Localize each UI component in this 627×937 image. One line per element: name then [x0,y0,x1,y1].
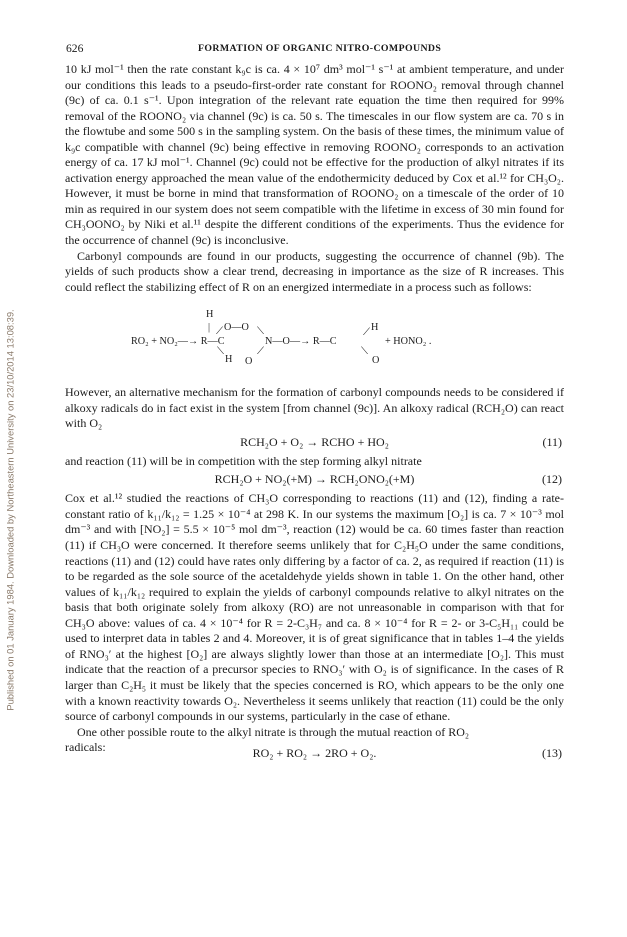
paragraph-5: Cox et al.¹² studied the reactions of CH₃O corresponding to reactions (11) and (12), finding a rate-constant ratio of k₁₁/k₁₂ = 1.25 × 10⁻⁴ at 298 K. In our systems the maximum [O₂] is ca. 7 × 10⁻³ mol dm⁻³ and with [NO₂] = 5.5 × 10⁻⁵ mol dm⁻³, reaction (12) would be ca. 60 times faster than reaction (11) if CH₃O were concerned. It therefore seems unlikely that for C₂H₅O under the same conditions, reactions (11) and (12) could have rates only differing by a factor of ca. 2, as required if reaction (11) is to be regarded as the sole source of the acetaldehyde yields shown in table 1. On the other hand, other values of k₁₁/k₁₂ required to explain the yields of carbonyl compounds relative to alkyl nitrates on the basis that both originate solely from alkoxy (RO) are not unreasonable in comparison with that for CH₃O above: values of ca. 4 × 10⁻⁴ for R = 2-C₃H₇ and ca. 8 × 10⁻⁴ for R = 2- or 3-C₅H₁₁ could be used to interpret data in tables 2 and 4. Moreover, it is of great significance that in tables 1–4 the yields of RNO₃′ at the highest [O₂] are always slightly lower than those at an intermediate [O₂]. This must indicate that the reaction of a precursor species to RNO₃′ with O₂ is of significance. In the cases of R larger than C₂H₅ it must be likely that the species concerned is RO, which appears to be the only one with a known reactivity towards O₂. Nevertheless it seems unlikely that reaction (11) could be the only source of carbonyl compounds in our systems, particularly in the case of ethane. [65,491,564,724]
equation-13 [65,740,564,764]
article-body [65,62,564,764]
page-header [66,42,563,58]
equation-13-lead: radicals: [65,740,106,755]
scheme-h-right: H [371,322,379,334]
scheme-bond-down: ⟍ [217,346,225,358]
scheme-o-right: O [372,355,380,367]
paragraph-1: 10 kJ mol⁻¹ then the rate constant k₉c is ca. 4 × 10⁷ dm³ mol⁻¹ s⁻¹ at ambient temperature, and under our conditions this leads to a pseudo-first-order rate constant for ROONO₂ removal through channel (9c) of ca. 0.1 s⁻¹. Upon integration of the relevant rate equation the time then required for 99% removal of the ROONO₂ via channel (9c) is ca. 50 s. The timescales in our flow system are ca. 70 s in the flowtube and some 500 s in the sampling system. On the basis of these times, the minimum value of k₉c compatible with channel (9c) being effective in removing ROONO₂ corresponds to an activation energy of ca. 17 kJ mol⁻¹. Channel (9c) could not be effective for the production of alkyl nitrates if its activation energy approached the mean value of the endothermicity deduced by Cox et al.¹² for CH₃O₂. However, it must be borne in mind that transformation of ROONO₂ on a timescale of the order of 10 min as required in our system does not seem compatible with the lifetime in excess of 30 min found for CH₃OONO₂ by Niki et al.¹¹ despite the different conditions of the experiments. Thus the evidence for the occurrence of channel (9c) is inconclusive. [65,62,564,248]
sidebar-text: Published on 01 January 1984. Downloaded by Northeastern University on 23/10/2014 13:08:39. [4,309,16,711]
equation-12 [65,469,564,491]
scheme-o-chain: O—O [224,322,249,334]
scheme-bar: | [208,322,211,334]
scheme-left: RO₂ + NO₂—→ R—C [131,336,225,348]
sidebar-publication-note [2,150,18,870]
equation-11 [65,432,564,454]
scheme-h-bottom: H [225,354,233,366]
reaction-scheme [65,301,564,381]
paragraph-3: However, an alternative mechanism for the formation of carbonyl compounds needs to be considered if alkoxy radicals do in fact exist in the system [from channel (9c)]. An alkoxy radical (RCH₂O) can react with O₂ [65,385,564,431]
scheme-middle: N—O—→ R—C [265,336,337,348]
equation-13-text: RO₂ + RO₂ → 2RO + O₂. [252,746,377,761]
equation-12-text: RCH₂O + NO₂(+M) → RCH₂ONO₂(+M) [214,472,415,487]
equation-11-number: (11) [542,434,562,449]
scheme-bond-up-h: ⟋ [363,327,371,339]
scheme-h-top: H [206,309,214,321]
scheme-bond-down-o: ⟍ [361,346,369,358]
paragraph-4: and reaction (11) will be in competition with the step forming alkyl nitrate [65,453,422,468]
paragraph-2: Carbonyl compounds are found in our products, suggesting the occurrence of channel (9b). The yields of such products show a clear trend, decreasing in importance as the size of R increases. This could reflect the stabilizing effect of R on an energized intermediate in a process such as follows: [65,248,564,294]
scheme-product: + HONO₂ . [385,336,432,348]
equation-11-text: RCH₂O + O₂ → RCHO + HO₂ [240,434,389,449]
scheme-bond-up: ⟋ [216,326,224,338]
paragraph-6: One other possible route to the alkyl nitrate is through the mutual reaction of RO₂ [77,724,470,739]
equation-12-number: (12) [542,472,562,487]
equation-13-number: (13) [542,746,562,761]
scheme-bond-up-right: ⟋ [257,346,265,358]
page-number: 626 [66,42,84,55]
scheme-bond-down-right: ⟍ [257,326,265,338]
running-title: FORMATION OF ORGANIC NITRO-COMPOUNDS [198,43,442,54]
scheme-o-bottom: O [245,356,253,368]
